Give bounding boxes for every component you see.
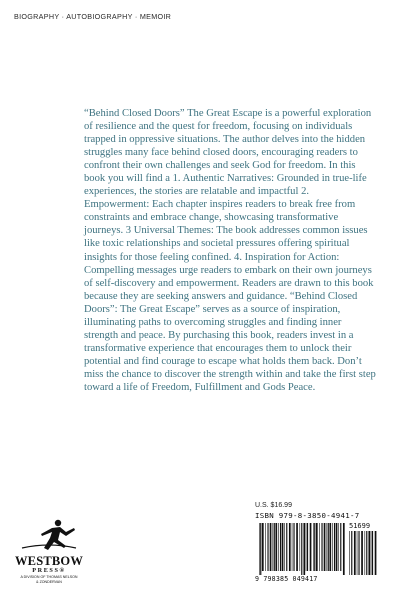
barcode-bar bbox=[349, 531, 350, 575]
barcode-bar bbox=[372, 531, 373, 575]
barcode-bar bbox=[336, 523, 338, 571]
barcode-bar bbox=[340, 523, 341, 571]
publisher-press: PRESS® bbox=[32, 567, 66, 574]
barcode-bar bbox=[354, 531, 356, 575]
barcode-bar bbox=[343, 523, 345, 575]
barcode-bar bbox=[303, 523, 305, 575]
price-code: 51699 bbox=[349, 522, 371, 530]
back-cover-blurb: “Behind Closed Doors” The Great Escape is a powerful exploration of resilience and the quest for freedom, focusing on individuals trapped in oppressive situations. The author delves into the hidden struggles many face behind closed doors, encouraging readers to confront their own challenges and seek God for freedom. In this book you will find a 1. Authentic Narratives: Grounded in true-life experiences, the stories are relatable and impactful 2. Empowerment: Each chapter inspires readers to break free from constraints and embrace change, showcasing transformative journeys. 3 Universal Themes: The book addresses common issues like toxic relationships and societal pressures offering spiritual insights for those feeling confined. 4. Inspiration for Action: Compelling messages urge readers to embark on their own journeys of self-discovery and empowerment. Readers are drawn to this book because they are seeking answers and guidance. “Behind Closed Doors”: The Great Escape” serves as a source of inspiration, illuminating paths to overcoming struggles and finding inner strength and peace. By purchasing this book, readers invest in a transformative experience that encourages them to unlock their potential and find courage to escape what holds them back. Don’t miss the chance to discover the strength within and take the first step toward a life of Freedom, Fulfillment and Gods Peace. bbox=[84, 108, 376, 393]
runner-logo-icon bbox=[8, 518, 90, 554]
barcode-bar bbox=[262, 523, 264, 571]
barcode-bar bbox=[366, 531, 367, 575]
barcode-bar bbox=[306, 523, 307, 571]
barcode-bar bbox=[267, 523, 268, 571]
barcode-bar bbox=[284, 523, 285, 571]
barcode-bar bbox=[316, 523, 318, 571]
barcode-bar bbox=[375, 531, 377, 575]
barcode-bar bbox=[368, 531, 370, 575]
barcode-bar bbox=[328, 523, 329, 571]
publisher-name: WESTBOW bbox=[14, 554, 84, 568]
barcode-bar bbox=[307, 523, 308, 571]
price-label: U.S. $16.99 bbox=[255, 502, 292, 509]
barcode-bar bbox=[329, 523, 331, 571]
barcode-bar bbox=[332, 523, 333, 571]
barcode-bar bbox=[351, 531, 352, 575]
barcode-bar bbox=[289, 523, 291, 571]
barcode-bar bbox=[321, 523, 322, 571]
barcode-bar bbox=[319, 523, 320, 571]
division-line-1: A DIVISION OF THOMAS NELSON bbox=[20, 575, 78, 579]
barcode-bar bbox=[338, 523, 339, 571]
division-line-2: & ZONDERVAN bbox=[36, 579, 62, 584]
barcode-bar bbox=[275, 523, 277, 571]
barcode-bar bbox=[310, 523, 312, 571]
barcode-bar bbox=[273, 523, 274, 571]
barcode-bar bbox=[270, 523, 272, 571]
barcode-bar bbox=[361, 531, 363, 575]
barcode-bar bbox=[300, 523, 301, 571]
barcode-bar bbox=[274, 523, 275, 571]
ean-barcode-bars bbox=[259, 523, 347, 575]
barcode-bar bbox=[314, 523, 315, 571]
barcode-bar bbox=[334, 523, 335, 571]
isbn-barcode bbox=[255, 511, 385, 587]
barcode-bar bbox=[357, 531, 358, 575]
westbow-press-logo bbox=[8, 518, 90, 588]
barcode-bar bbox=[365, 531, 366, 575]
barcode-bar bbox=[292, 523, 293, 571]
barcode-bar bbox=[313, 523, 314, 571]
barcode-bar bbox=[282, 523, 284, 571]
barcode-bar bbox=[280, 523, 281, 571]
barcode-bar bbox=[260, 523, 261, 575]
barcode-bar bbox=[278, 523, 279, 571]
isbn-text: ISBN 979-8-3850-4941-7 bbox=[255, 511, 360, 520]
barcode-bar bbox=[293, 523, 294, 571]
barcode-bar bbox=[324, 523, 326, 571]
barcode-bar bbox=[327, 523, 328, 571]
ean-digits: 9 798385 049417 bbox=[255, 575, 318, 583]
barcode-bar bbox=[259, 523, 260, 575]
barcode-bar bbox=[301, 523, 302, 575]
addon-barcode-bars bbox=[349, 531, 379, 575]
barcode-bar bbox=[265, 523, 266, 571]
publisher-division bbox=[8, 575, 90, 584]
barcode-bar bbox=[296, 523, 298, 571]
genre-label: BIOGRAPHY · AUTOBIOGRAPHY · MEMOIR bbox=[14, 12, 172, 21]
barcode-bar bbox=[358, 531, 359, 575]
barcode-bar bbox=[286, 523, 287, 571]
barcode-bar bbox=[371, 531, 372, 575]
